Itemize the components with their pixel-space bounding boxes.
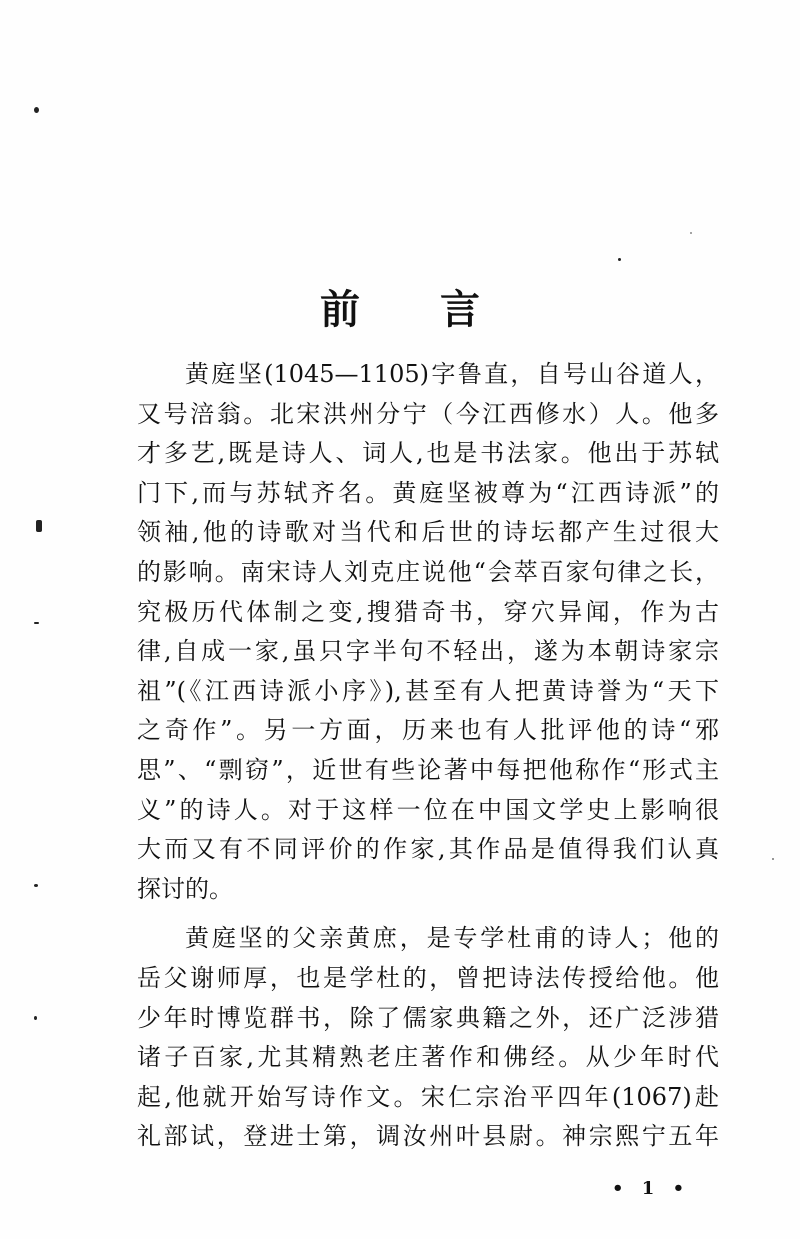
text-line: 起,他就开始写诗作文。宋仁宗治平四年(1067)赴: [137, 1082, 719, 1111]
page-title: [0, 278, 800, 335]
text-line: 义”的诗人。对于这样一位在中国文学史上影响很: [137, 795, 719, 824]
scan-speck: [34, 1016, 37, 1020]
paragraph-2: [137, 919, 719, 1157]
text-line: 门下,而与苏轼齐名。黄庭坚被尊为“江西诗派”的: [137, 478, 719, 507]
text-line: 思”、“剽窃”，近世有些论著中每把他称作“形式主: [137, 755, 719, 784]
text-line: 诸子百家,尤其精熟老庄著作和佛经。从少年时代: [137, 1043, 719, 1072]
text-line: 才多艺,既是诗人、词人,也是书法家。他出于苏轼: [137, 439, 719, 468]
text-line: 少年时博览群书，除了儒家典籍之外，还广泛涉猎: [137, 1003, 719, 1032]
text-line: 之奇作”。另一方面，历来也有人批评他的诗“邪: [137, 716, 719, 745]
scan-speck: [34, 107, 39, 113]
scan-speck: [772, 858, 774, 860]
text-line: 究极历代体制之变,搜猎奇书，穿穴异闻，作为古: [137, 597, 719, 626]
scan-speck: [690, 232, 692, 234]
scan-speck: [618, 258, 621, 261]
text-line: 礼部试，登进士第，调汝州叶县尉。神宗熙宁五年: [137, 1122, 719, 1151]
text-line: 大而又有不同评价的作家,其作品是值得我们认真: [137, 835, 719, 864]
text-line: 黄庭坚的父亲黄庶，是专学杜甫的诗人；他的: [185, 924, 719, 953]
title-char-1: 前: [320, 286, 360, 333]
text-line: 黄庭坚(1045—1105)字鲁直，自号山谷道人，: [185, 360, 719, 388]
scan-speck: [36, 520, 42, 532]
text-line: 领袖,他的诗歌对当代和后世的诗坛都产生过很大: [137, 518, 719, 547]
text-line: 的影响。南宋诗人刘克庄说他“会萃百家句律之长，: [137, 557, 719, 586]
page-number: • 1 •: [612, 1178, 691, 1199]
body-text: [137, 355, 719, 1157]
text-line: 祖”(《江西诗派小序》),甚至有人把黄诗誉为“天下: [137, 676, 719, 705]
text-line: 探讨的。: [137, 874, 233, 903]
title-char-2: 言: [440, 286, 480, 333]
text-line: 又号涪翁。北宋洪州分宁（今江西修水）人。他多: [137, 399, 719, 428]
scan-speck: [34, 622, 39, 624]
scan-speck: [34, 884, 38, 887]
text-line: 岳父谢师厚，也是学杜的，曾把诗法传授给他。他: [137, 963, 719, 992]
paragraph-1: [137, 355, 719, 909]
text-line: 律,自成一家,虽只字半句不轻出，遂为本朝诗家宗: [137, 637, 719, 666]
